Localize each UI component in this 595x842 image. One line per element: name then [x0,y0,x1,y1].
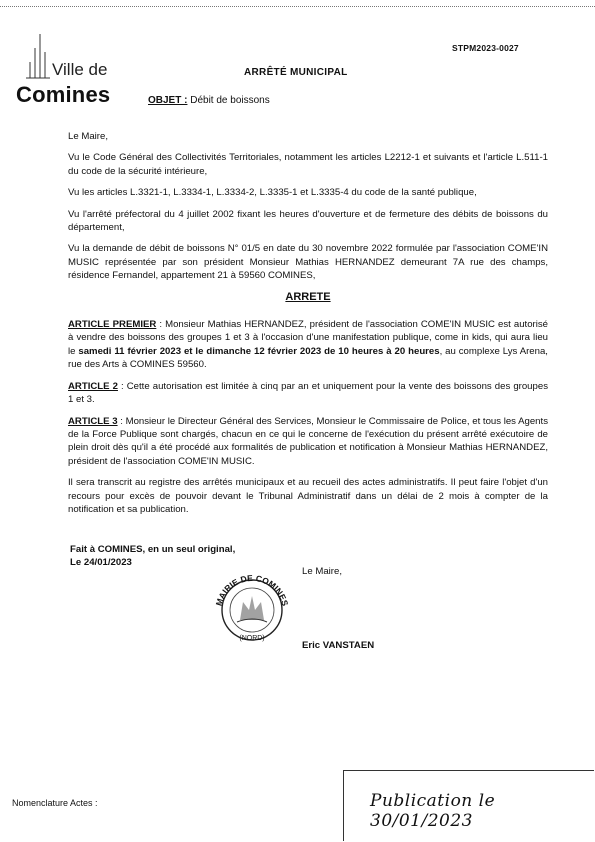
comines-logo [14,32,124,106]
article-text: : Monsieur Mathias HERNANDEZ, président de l'association COME'IN MUSIC est autorisé à vendre des boissons des groupes 1 et 3 à l'occasion d'une manifestation publique, come in kids, qui aura lieu le [68,319,548,357]
signatory-name: Eric VANSTAEN [302,640,375,651]
date-line: Le 24/01/2023 [70,557,132,568]
article-label: ARTICLE PREMIER [68,319,157,331]
nomenclature-actes: Nomenclature Actes : [12,798,98,808]
le-maire-intro: Le Maire, [68,131,108,142]
recours-paragraph: Il sera transcrit au registre des arrêtés municipaux et au recueil des actes administratifs. Il peut faire l'objet d'un recours pour excès de pouvoir devant le Tribunal Administratif dans un délai de 2 mois à compter de la notification et sa publication. [68,477,548,515]
objet-line [148,95,270,106]
objet-label: OBJET : [148,95,188,106]
objet-text: Débit de boissons [190,95,270,106]
vu-paragraph: Vu la demande de débit de boissons N° 01/5 en date du 30 novembre 2022 formulée par l'association COME'IN MUSIC représentée par son président Monsieur Mathias HERNANDEZ demeurant 7A rue des champs, résidence Fernandel, appartement 21 à 59560 COMINES, [68,243,548,282]
publication-handwritten: Publication le 30/01/2023 [370,791,496,831]
article-3 [68,415,548,469]
article-label: ARTICLE 3 [68,415,118,427]
document-body [68,130,548,524]
seal-top-text: MAIRIE DE COMINES [213,572,291,608]
publication-stamp [343,770,594,841]
article-text: : Cette autorisation est limitée à cinq par an et uniquement pour la vente des boissons des groupes 1 et 3. [68,380,548,406]
logo-comines-text: Comines [16,82,111,107]
fait-line: Fait à COMINES, en un seul original, [70,544,236,555]
seal-bottom-text: (NORD) [239,635,265,642]
vu-paragraph: Vu l'arrêté préfectoral du 4 juillet 2002 fixant les heures d'ouverture et de fermeture des débits de boissons du département, [68,208,548,234]
fait-a-comines [70,543,235,569]
mairie-seal-icon [207,572,297,644]
vu-paragraph: Vu les articles L.3321-1, L.3334-1, L.3334-2, L.3335-1 et L.3335-4 du code de la santé publique, [68,187,477,199]
article-2 [68,380,548,407]
article-premier [68,318,548,372]
document-title: ARRÊTÉ MUNICIPAL [244,67,348,78]
article-label: ARTICLE 2 [68,380,118,392]
reference-number: STPM2023-0027 [452,43,519,53]
vu-paragraph: Vu le Code Général des Collectivités Territoriales, notamment les articles L2212-1 et suivants et l'article L.511-1 du code de la sécurité intérieure, [68,152,548,177]
signature-role: Le Maire, [302,566,342,577]
logo-ville-text: Ville de [52,60,108,79]
arrete-heading: ARRETE [285,290,331,303]
scan-header-line [0,6,595,15]
article-text: , au complexe Lys Arena, rue des Arts à COMINES 59560. [68,345,548,371]
article-text: : Monsieur le Directeur Général des Services, Monsieur le Commissaire de Police, et tous les Agents de la Force Publique sont chargés, chacun en ce qui le concerne de l'exécution du présent arrêté exécutoire de plein droit dès qu'il a été procédé aux formalités de publication et notification à Monsieur Mathias HERNANDEZ, président de l'association COME'IN MUSIC. [68,415,548,467]
article-dates: samedi 11 février 2023 et le dimanche 12 février 2023 de 10 heures à 20 heures [78,345,440,357]
